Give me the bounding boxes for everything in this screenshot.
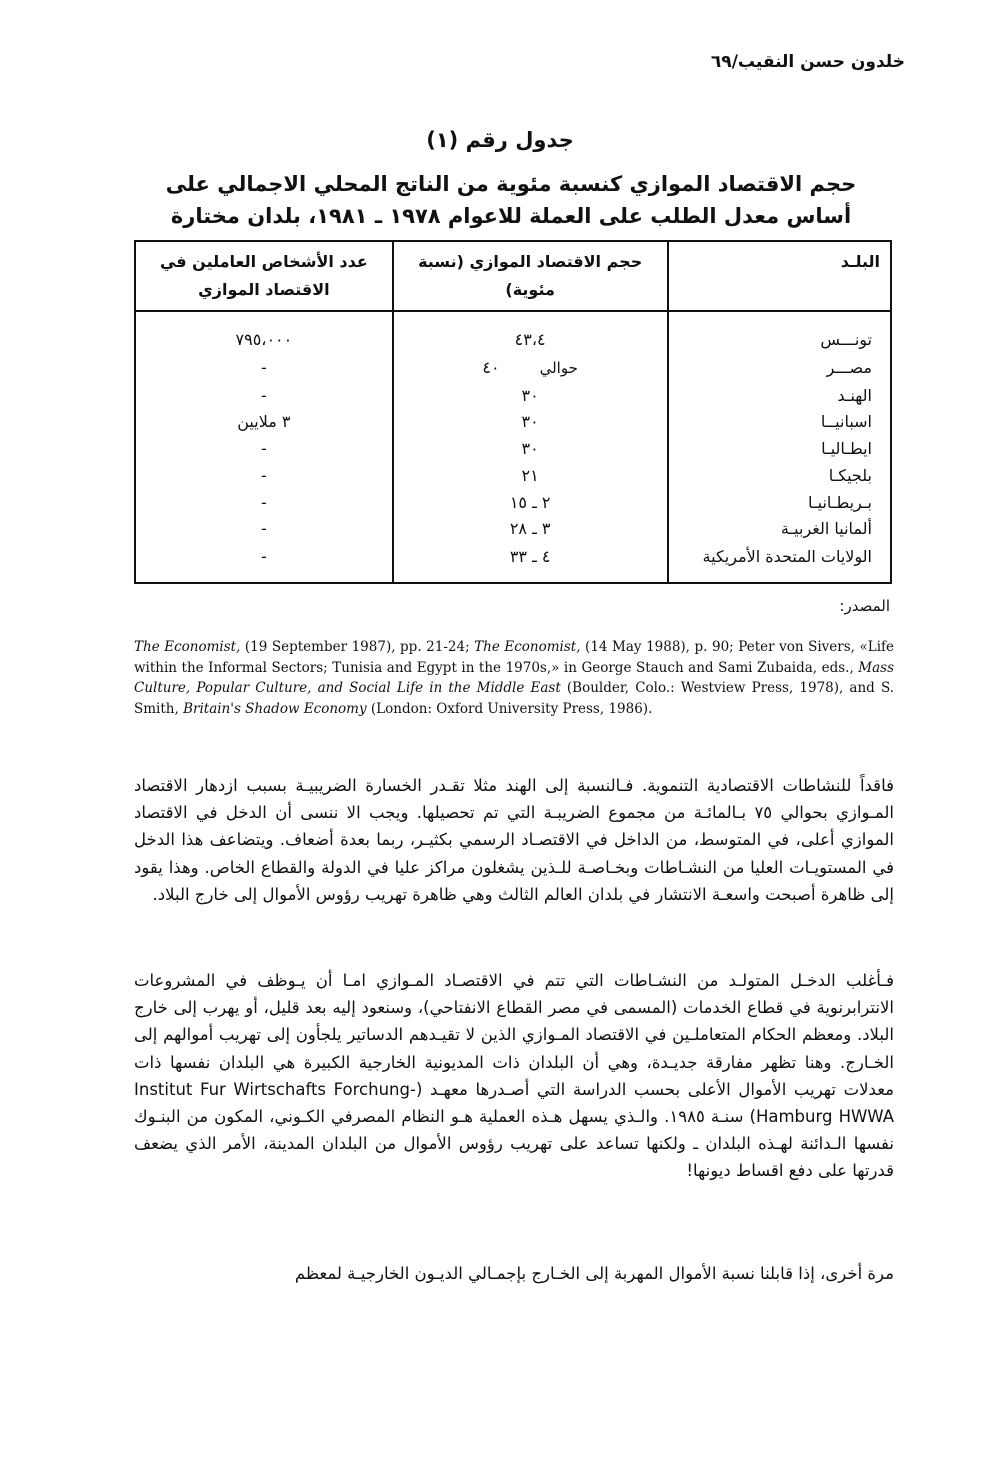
header-workers: عدد الأشخاص العاملين في الاقتصاد الموازي — [135, 241, 393, 311]
workers-cell: - — [260, 519, 267, 539]
size-cell — [393, 435, 668, 462]
running-head: خلدون حسن النقيب/٦٩ — [710, 52, 905, 72]
size-value: ٣٠ — [521, 412, 539, 432]
source-citation — [134, 637, 894, 719]
table-row — [135, 408, 891, 435]
citation-italic: The Economist, — [134, 639, 241, 655]
table-row — [135, 354, 891, 382]
country-cell: ايطـاليـا — [668, 435, 891, 462]
size-cell — [393, 515, 668, 542]
size-cell — [393, 382, 668, 409]
workers-cell: - — [260, 439, 267, 459]
country-cell: الولايات المتحدة الأمريكية — [668, 542, 891, 583]
citation-text: (Boulder, Colo.: Westview Press, 1978), and S. Smith, — [134, 680, 895, 717]
size-value: ٣٠ — [521, 439, 539, 459]
country-cell: مصـــر — [668, 354, 891, 382]
body-paragraph: فاقداً للنشاطات الاقتصادية التنموية. فـالنسبة إلى الهند مثلا تقـدر الخسارة الضريبيـة بسبب ازدهار الاقتصاد المـوازي بحوالي ٧٥ بـالمائـة من مجموع الضريبـة التي تم تحصيلها. ويجب الا ننسى أن الدخل في الاقتصاد الموازي أعلى، في المتوسط، من الداخل في الاقتصـاد الرسمي بكثيـر، ربما بعدة أضعاف. ويتضاعف هذا الدخل في المستويـات العليا من النشـاطات وبخـاصـة للـذين يشغلون مراكز عليا في الدولة والقطاع الخاص. وهذا يقود إلى ظاهرة أصبحت واسعـة الانتشار في بلدان العالم الثالث وهي ظاهرة تهريب رؤوس الأموال إلى خارج البلاد. — [134, 776, 894, 904]
table-row — [135, 462, 891, 489]
workers-cell: ٣ ملايين — [237, 412, 291, 432]
table-header-row — [135, 241, 891, 311]
country-cell: ألمانيا الغربيـة — [668, 515, 891, 542]
workers-cell: - — [260, 546, 267, 566]
country-cell: تونـــس — [668, 311, 891, 354]
citation-italic: Britain's Shadow Economy — [183, 700, 367, 717]
size-value: ٤٠ — [482, 357, 500, 377]
size-value: ٢١ — [521, 465, 539, 485]
country-cell: اسبانيــا — [668, 408, 891, 435]
size-cell — [393, 354, 668, 382]
table-row — [135, 311, 891, 354]
citation-text: (14 May 1988), p. 90; Peter von Sivers, «Life within the Informal Sectors; Tunisia and Egypt in the 1970s,» in George Stauch and Sami Zubaida, eds., — [134, 639, 895, 676]
workers-cell: ٧٩٥،٠٠٠ — [235, 330, 293, 350]
body-paragraph: مرة أخرى، إذا قابلنا نسبة الأموال المهربة إلى الخـارج بإجمـالي الديـون الخارجيـة لمعظم — [294, 1264, 894, 1283]
table-row — [135, 489, 891, 516]
size-value: ٤ ـ ٣٣ — [509, 546, 551, 566]
size-value: ٣ ـ ٢٨ — [509, 519, 551, 539]
header-country: البلـد — [668, 241, 891, 311]
workers-cell: - — [260, 465, 267, 485]
table-row — [135, 382, 891, 409]
citation-text: (London: Oxford University Press, 1986). — [366, 700, 653, 717]
table-row — [135, 542, 891, 583]
workers-cell: - — [260, 492, 267, 512]
table-row — [135, 435, 891, 462]
size-value: ٣٠ — [521, 385, 539, 405]
size-cell — [393, 408, 668, 435]
data-table — [134, 240, 892, 584]
body-paragraph: فـأغلب الدخـل المتولـد من النشـاطات التي تتم في الاقتصـاد المـوازي امـا أن يـوظف في المشروعات الانترابرنوية في قطاع الخدمات (المسمى في مصر القطاع الانفتاحي)، وسنعود إليه بعد قليل، أو يهرب إلى خارج البلاد. ومعظم الحكام المتعاملـين في الاقتصاد المـوازي الذين لا تقيـدهم الدساتير يلجأون إلى تهريب أموالهم إلى الخـارج. وهنا تظهر مفارقة جديـدة، وهي أن البلدان ذات المديونية الخارجية الكبيرة هي البلدان نفسها ذات معدلات تهريب الأموال الأعلى بحسب الدراسة التي أصـدرها معهـد (Institut Fur Wirtschafts Forchung-Hamburg HWWA) سنـة ١٩٨٥. والـذي يسهل هـذه العملية هـو النظام المصرفي الكـوني، المكون من البنـوك نفسها الـدائنة لهـذه البلدان ـ ولكنها تساعد على تهريب رؤوس الأموال من البلدان المدينة، الأمر الذي يضعف قدرتها على دفع اقساط ديونها! — [134, 971, 895, 1181]
size-value: ٢ ـ ١٥ — [509, 492, 551, 512]
header-size: حجم الاقتصاد الموازي (نسبة مئوية) — [393, 241, 668, 311]
country-cell: الهنـد — [668, 382, 891, 409]
table-row — [135, 515, 891, 542]
workers-cell: - — [260, 385, 267, 405]
source-label: المصدر: — [839, 597, 890, 615]
table-number: جدول رقم (١) — [426, 128, 574, 152]
workers-cell: - — [260, 358, 267, 378]
size-cell — [393, 311, 668, 354]
citation-italic: The Economist, — [474, 639, 581, 655]
size-cell — [393, 489, 668, 516]
approx-label: حوالي — [539, 358, 578, 377]
size-cell — [393, 462, 668, 489]
table-title: حجم الاقتصاد الموازي كنسبة مئوية من الناتج المحلي الاجمالي على أساس معدل الطلب على العملة للاعوام ١٩٧٨ ـ ١٩٨١، بلدان مختارة — [165, 172, 857, 228]
citation-text: (19 September 1987), pp. 21-24; — [240, 639, 475, 655]
citation-italic: Mass Culture, Popular Culture, and Social Life in the Middle East — [134, 659, 894, 696]
country-cell: بلجيكـا — [668, 462, 891, 489]
country-cell: بـريطـانيـا — [668, 489, 891, 516]
size-value: ٤٣،٤ — [514, 330, 546, 350]
size-cell — [393, 542, 668, 583]
